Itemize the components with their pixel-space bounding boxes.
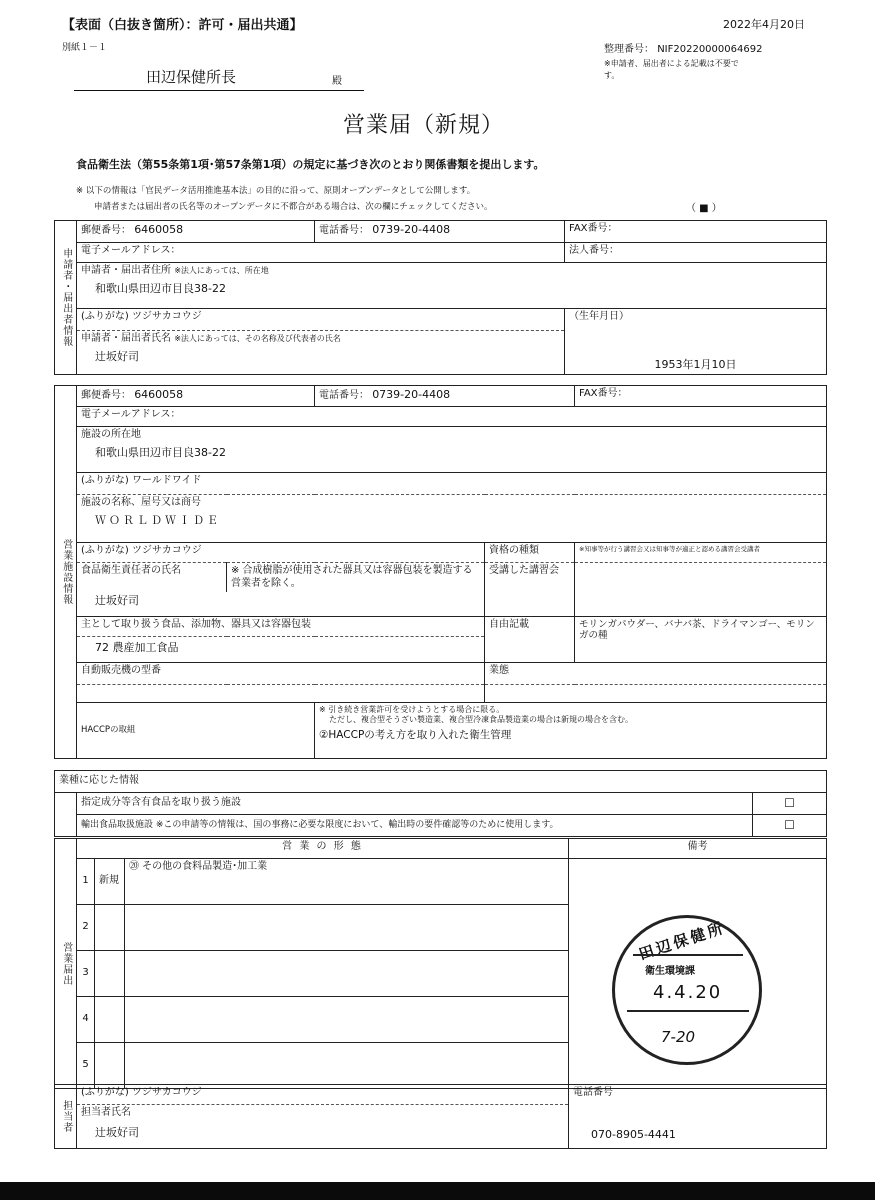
applicant-birth-cell — [565, 331, 827, 375]
facility-phone-cell: 電話番号： 0739-20-4408 — [315, 386, 575, 407]
business-row-kind[interactable] — [95, 905, 125, 951]
haccp-note-1: ※ 引き続き営業許可を受けようとする場合に限る。 — [319, 704, 505, 714]
industry-table — [54, 770, 827, 837]
course-label: 受講した講習会 — [485, 563, 575, 617]
applicant-phone[interactable]: 0739-20-4408 — [372, 223, 451, 236]
facility-location-cell: 施設の所在地 和歌山県田辺市目良38-22 — [77, 427, 827, 473]
business-row-no: 3 — [77, 951, 95, 997]
business-header-type: 営 業 の 形 態 — [77, 839, 569, 859]
stamp-line-mid — [627, 1010, 749, 1012]
contact-phone-cell — [569, 1105, 827, 1149]
facility-name-cell: 施設の名称、屋号又は商号 ＷＯＲＬＤＷＩＤＥ — [77, 495, 827, 543]
contact-name-cell: 担当者氏名 辻坂好司 — [77, 1105, 569, 1149]
business-style-label[interactable]: 業態 — [485, 662, 827, 684]
contact-table — [54, 1084, 827, 1149]
facility-postal-cell: 郵便番号： 6460058 — [77, 386, 315, 407]
header-category: 【表面（白抜き箇所）：許可・届出共通】 — [62, 18, 303, 33]
haccp-cell — [315, 702, 827, 758]
applicant-name-cell: 申請者・届出者氏名 ※法人にあっては、その名称及び代表者の氏名 辻坂好司 — [77, 331, 565, 375]
manager-name-cell — [77, 592, 485, 616]
applicant-table — [54, 220, 827, 375]
applicant-phone-cell: 電話番号： 0739-20-4408 — [315, 221, 565, 243]
stamp-office: 田辺保健所 — [636, 918, 728, 964]
industry-check-1[interactable]: ☐ — [753, 793, 827, 815]
opendata-note-1: ※ 以下の情報は「官民データ活用推進基本法」の目的に沿って、原則オープンデータとして公開します。 — [76, 186, 476, 196]
applicant-side-label: 申請者・届出者情報 — [55, 221, 77, 375]
contact-phone-label: 電話番号 — [569, 1085, 827, 1105]
applicant-name[interactable]: 辻坂好司 — [95, 349, 139, 363]
industry-row-1: 指定成分等含有食品を取り扱う施設 — [77, 793, 753, 815]
facility-side-label: 営業施設情報 — [55, 386, 77, 759]
submission-date: 2022年4月20日 — [723, 18, 805, 31]
page-title: 営業届（新規） — [343, 113, 505, 138]
addressee: 田辺保健所長 — [146, 68, 237, 86]
industry-row-2: 輸出食品取扱施設 ※この申請等の情報は、国の事務に必要な限度において、輸出時の要件確認等のために使用します。 — [77, 815, 753, 837]
goods-value[interactable]: 72 農産加工食品 — [95, 640, 179, 654]
business-style-value[interactable] — [485, 684, 827, 702]
addressee-honorific: 殿 — [332, 76, 342, 87]
form-number: 別紙１－１ — [62, 43, 108, 53]
facility-email-cell[interactable]: 電子メールアドレス： — [77, 407, 827, 427]
facility-table — [54, 385, 827, 759]
haccp-note-2: ただし、複合型そうざい製造業、複合型冷凍食品製造業の場合は新規の場合を含む。 — [329, 714, 633, 724]
free-entry-label: 自由記載 — [485, 616, 575, 662]
contact-furigana-cell: (ふりがな) ツジサカコウジ — [77, 1085, 569, 1105]
manager-furigana-cell: (ふりがな) ツジサカコウジ — [77, 543, 485, 563]
facility-name[interactable]: ＷＯＲＬＤＷＩＤＥ — [95, 513, 221, 527]
manager-note: ※ 合成樹脂が使用された器具又は容器包装を製造する営業者を除く。 — [227, 563, 485, 593]
qualification-value[interactable]: ※知事等が行う講習会又は知事等が適正と認める講習会受講者 — [575, 543, 827, 563]
manager-name-label: 食品衛生責任者の氏名 — [77, 563, 227, 593]
stamp-section: 衛生環境課 — [645, 966, 695, 977]
facility-fax-cell[interactable]: FAX番号： — [575, 386, 827, 407]
industry-check-2[interactable]: ☐ — [753, 815, 827, 837]
manager-furigana[interactable]: ツジサカコウジ — [132, 545, 202, 556]
business-row-no: 5 — [77, 1043, 95, 1089]
business-row-no: 1 — [77, 859, 95, 905]
facility-furigana-cell: (ふりがな) ワールドワイド — [77, 473, 827, 495]
vending-label[interactable]: 自動販売機の型番 — [77, 662, 485, 684]
seiri-label: 整理番号： — [604, 44, 654, 55]
intro-text: 食品衛生法（第55条第1項･第57条第1項）の規定に基づき次のとおり関係書類を提出します。 — [76, 158, 545, 171]
facility-phone[interactable]: 0739-20-4408 — [372, 388, 451, 401]
business-row-type[interactable] — [125, 997, 569, 1043]
business-row-no: 4 — [77, 997, 95, 1043]
business-row-type[interactable] — [125, 1043, 569, 1089]
business-row-kind[interactable] — [95, 1043, 125, 1089]
course-value[interactable] — [575, 563, 827, 617]
industry-indent — [55, 793, 77, 815]
haccp-value[interactable]: ②HACCPの考え方を取り入れた衛生管理 — [319, 728, 512, 741]
seiri-note-2: す。 — [604, 71, 620, 80]
business-row-no: 2 — [77, 905, 95, 951]
receipt-stamp — [612, 915, 762, 1065]
applicant-furigana-cell: (ふりがな) ツジサカコウジ — [77, 309, 565, 331]
applicant-address-cell: 申請者・届出者住所 ※法人にあっては、所在地 和歌山県田辺市目良38-22 — [77, 263, 827, 309]
opendata-checkbox[interactable]: （ ■ ） — [686, 203, 722, 214]
business-header-remarks: 備考 — [569, 839, 827, 859]
business-row-type[interactable]: ⑳ その他の食料品製造･加工業 — [125, 859, 569, 905]
goods-label: 主として取り扱う食品、添加物、器具又は容器包装 — [77, 616, 485, 636]
business-row-kind[interactable] — [95, 951, 125, 997]
facility-location[interactable]: 和歌山県田辺市目良38-22 — [95, 445, 226, 459]
industry-indent-2 — [55, 815, 77, 837]
qualification-label: 資格の種類 — [485, 543, 575, 563]
facility-furigana[interactable]: ワールドワイド — [132, 475, 202, 486]
opendata-note-2: 申請者または届出者の氏名等のオープンデータに不都合がある場合は、次の欄にチェックしてください。 — [94, 202, 493, 212]
business-row-type[interactable] — [125, 905, 569, 951]
seiri-note-1: ※申請者、届出者による記載は不要で — [604, 59, 739, 68]
goods-cell — [77, 636, 485, 662]
applicant-email-cell[interactable]: 電子メールアドレス： — [77, 243, 565, 263]
applicant-furigana[interactable]: ツジサカコウジ — [132, 311, 202, 322]
contact-furigana[interactable]: ツジサカコウジ — [132, 1087, 202, 1098]
business-row-kind[interactable]: 新規 — [95, 859, 125, 905]
applicant-corp-number[interactable]: 法人番号： — [565, 243, 827, 263]
applicant-address[interactable]: 和歌山県田辺市目良38-22 — [95, 281, 226, 295]
industry-label: 業種に応じた情報 — [55, 771, 827, 793]
applicant-postal-cell: 郵便番号： 6460058 — [77, 221, 315, 243]
addressee-underline — [74, 90, 364, 91]
stamp-line-top — [633, 954, 743, 956]
applicant-birth[interactable]: 1953年1月10日 — [654, 357, 737, 371]
stamp-number: 7-20 — [661, 1028, 696, 1046]
stamp-date: 4.4.20 — [653, 982, 723, 1003]
business-row-kind[interactable] — [95, 997, 125, 1043]
free-entry-value[interactable]: モリンガパウダー、バナバ茶、ドライマンゴー、モリンガの種 — [575, 616, 827, 662]
business-row-type[interactable] — [125, 951, 569, 997]
manager-name[interactable]: 辻坂好司 — [95, 594, 139, 607]
haccp-label: HACCPの取組 — [77, 702, 315, 758]
applicant-fax-cell[interactable]: FAX番号： — [565, 221, 827, 243]
contact-name[interactable]: 辻坂好司 — [95, 1125, 139, 1139]
contact-phone[interactable]: 070-8905-4441 — [591, 1127, 676, 1141]
vending-value[interactable] — [77, 684, 485, 702]
applicant-postal[interactable]: 6460058 — [134, 223, 184, 236]
applicant-birth-label: （生年月日） — [565, 309, 827, 331]
facility-postal[interactable]: 6460058 — [134, 388, 184, 401]
seiri-number — [604, 40, 762, 55]
seiri-value: NIF20220000064692 — [657, 44, 763, 55]
contact-side-label: 担当者 — [55, 1085, 77, 1149]
business-side-label: 営業届出 — [55, 839, 77, 1089]
bottom-bar — [0, 1182, 875, 1200]
